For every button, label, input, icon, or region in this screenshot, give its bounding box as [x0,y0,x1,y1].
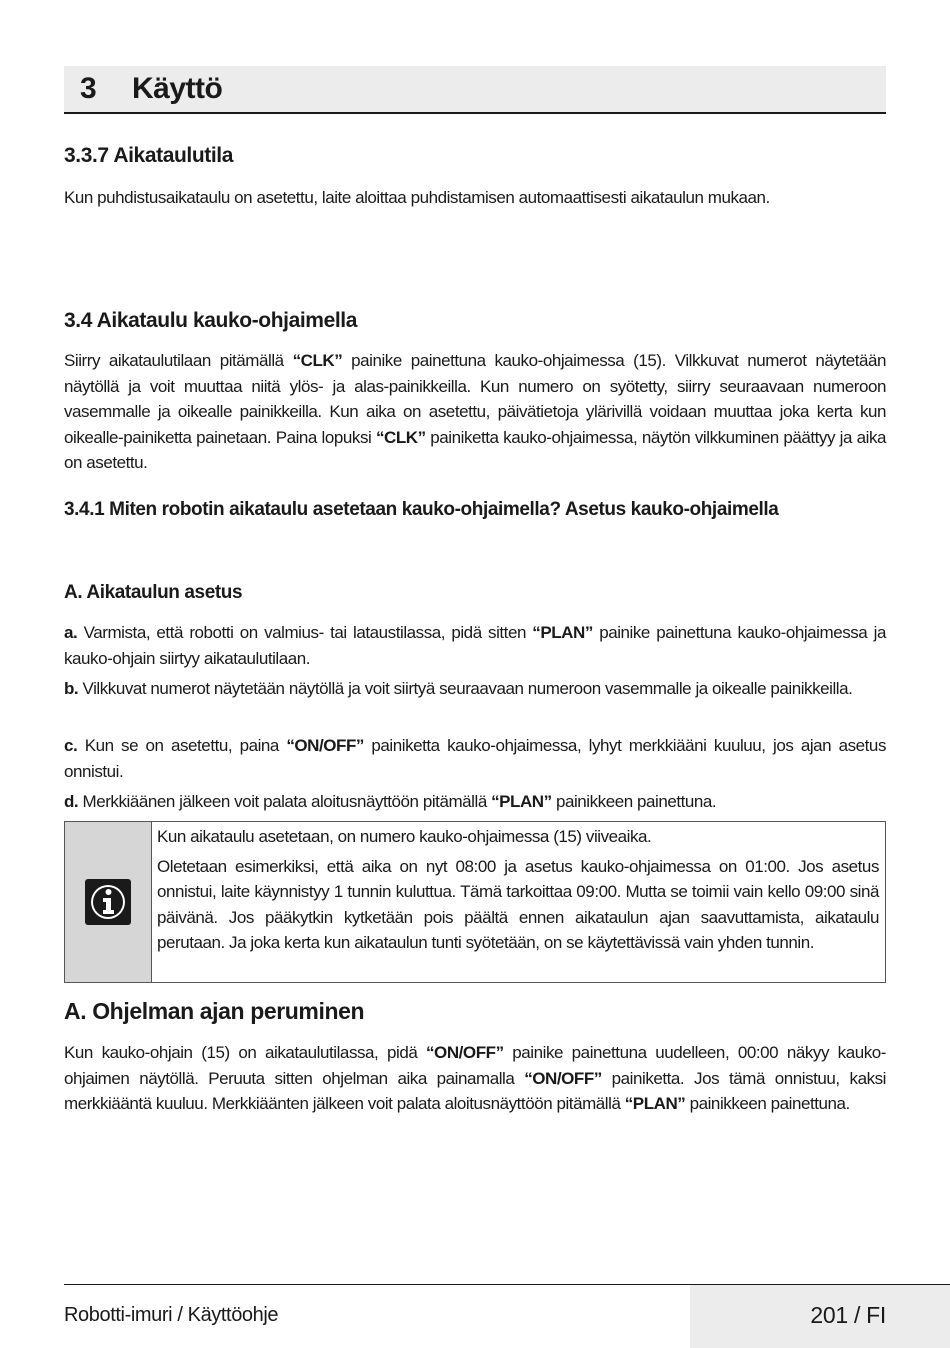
section-heading-3-4: 3.4 Aikataulu kauko-ohjaimella [64,309,357,332]
clk-key-label: “CLK” [292,351,343,370]
info-note-icon-cell [65,822,152,982]
onoff-key-label: “ON/OFF” [524,1068,602,1088]
onoff-key-label: “ON/OFF” [286,736,364,755]
info-icon [85,879,131,925]
chapter-title: Käyttö [132,72,223,105]
step-c: c. Kun se on asetettu, paina “ON/OFF” painiketta kauko-ohjaimessa, lyhyt merkkiääni kuuluu, jos ajan asetus onnistui. [64,736,886,781]
section-heading-3-4-1: 3.4.1 Miten robotin aikataulu asetetaan kauko-ohjaimella? Asetus kauko-ohjaimella [64,499,779,520]
subsection-heading-ohjelman-ajan-peruminen: A. Ohjelman ajan peruminen [64,998,365,1024]
step-label: b. [64,679,79,698]
section-3-4-text: Siirry aikataulutilaan pitämällä “CLK” painike painettuna kauko-ohjaimessa (15). Vilkkuvat numerot näytetään näytöllä ja voit muuttaa niitä ylös- ja alas-painikkeilla. Kun numero on syötetty, siirry seuraavaan numeroon vasemmalle ja oikealle painikkeilla. Kun aika on asetettu, päivätietoja ylärivillä voidaan muuttaa joka kerta kun oikealle-painiketta painetaan. Paina lopuksi “CLK” painiketta kauko-ohjaimessa, näytön vilkkuminen päättyy ja aika on asetettu. [64,351,887,472]
step-a: a. Varmista, että robotti on valmius- tai lataustilassa, pidä sitten “PLAN” painike painettuna kauko-ohjaimessa ja kauko-ohjain siirtyy aikataulutilaan. [64,623,886,668]
info-note-text [152,822,885,982]
chapter-header [64,66,886,114]
section-heading-3-3-7: 3.3.7 Aikataulutila [64,144,234,167]
note-line-2: Oletetaan esimerkiksi, että aika on nyt 08:00 ja asetus kauko-ohjaimessa on 01:00. Jos asetus onnistui, laite käynnistyy 1 tunnin kuluttua. Tämä tarkoittaa 09:00. Mutta se toimii vain kello 09:00 sinä päivänä. Jos pääkytkin kytketään pois päältä ennen aikataulun ajan saavuttamista, aikataulu perutaan. Ja joka kerta kun aikataulun tunti syötetään, on se käytettävissä vain yhden tunnin. [157,856,879,952]
step-label: c. [64,736,78,755]
onoff-key-label: “ON/OFF” [426,1043,504,1062]
chapter-number: 3 [80,72,97,105]
section-3-3-7-text: Kun puhdistusaikataulu on asetettu, laite aloittaa puhdistamisen automaattisesti aikataulun mukaan. [64,188,770,207]
note-line-1: Kun aikataulu asetetaan, on numero kauko-ohjaimessa (15) viiveaika. [157,827,652,846]
clk-key-label: “CLK” [375,427,426,447]
info-note [64,821,886,983]
plan-key-label: “PLAN” [532,623,593,642]
step-b: b. Vilkkuvat numerot näytetään näytöllä ja voit siirtyä seuraavaan numeroon vasemmalle ja oikealle painikkeilla. [64,679,853,698]
plan-key-label: “PLAN” [491,792,552,811]
step-d: d. Merkkiäänen jälkeen voit palata aloitusnäyttöön pitämällä “PLAN” painikkeen painettuna. [64,792,717,811]
subsection-heading-aikataulun-asetus: A. Aikataulun asetus [64,582,243,603]
step-label: d. [64,792,79,811]
step-label: a. [64,623,78,642]
plan-key-label: “PLAN” [624,1094,686,1113]
footer-page-number: 201 / FI [810,1302,886,1328]
cancel-text: Kun kauko-ohjain (15) on aikataulutilassa, pidä “ON/OFF” painike painettuna uudelleen, 00:00 näkyy kauko-ohjaimen näytöllä. Peruuta sitten ohjelman aika painamalla “ON/OFF” painiketta. Jos tämä onnistuu, kaksi merkkiääntä kuuluu. Merkkiäänten jälkeen voit palata aloitusnäyttöön pitämällä “PLAN” painikkeen painettuna. [64,1043,887,1113]
footer-document-title: Robotti-imuri / Käyttöohje [64,1304,279,1326]
